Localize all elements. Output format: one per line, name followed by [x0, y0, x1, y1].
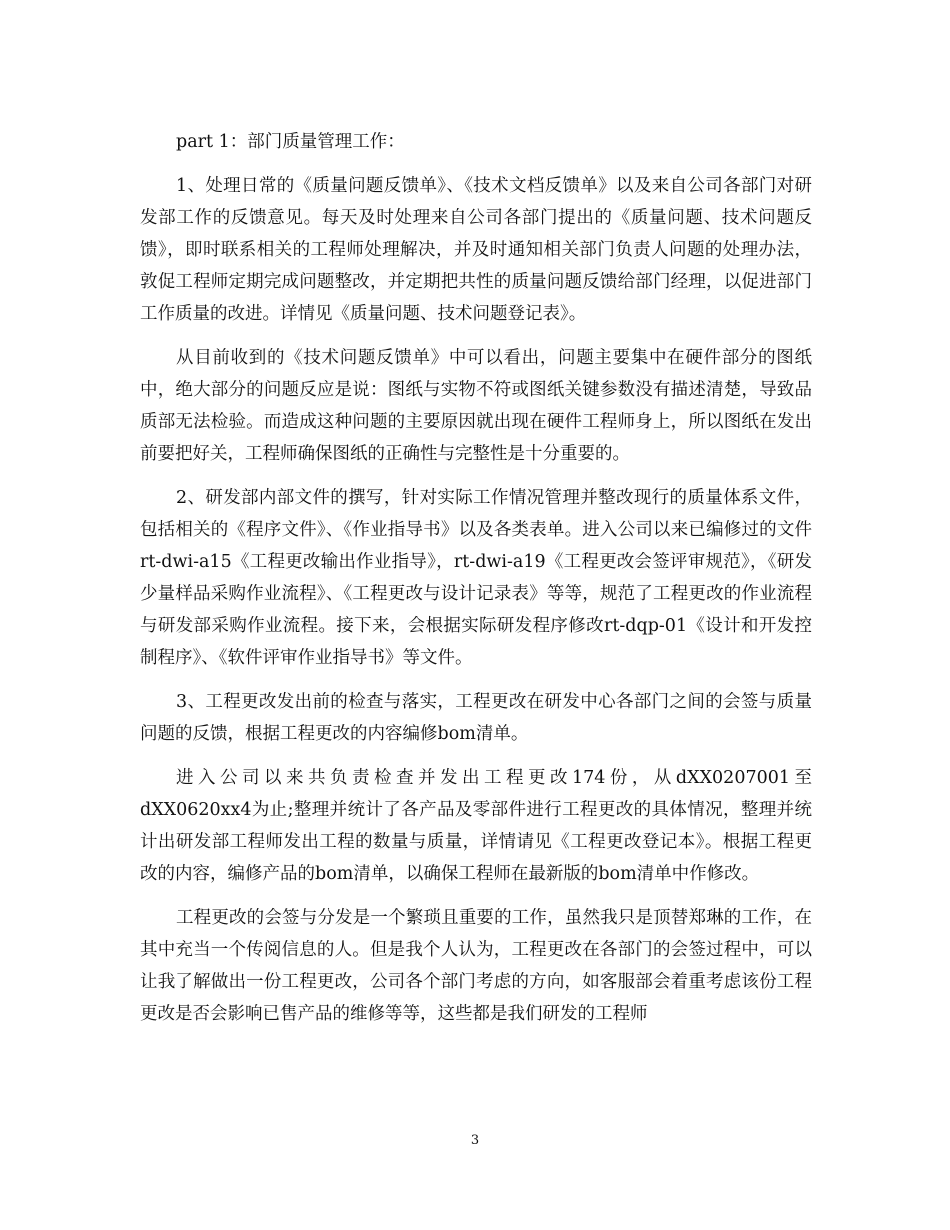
paragraph-tech-feedback: 从目前收到的《技术问题反馈单》中可以看出，问题主要集中在硬件部分的图纸中，绝大部分的问题反应是说：图纸与实物不符或图纸关键参数没有描述清楚，导致品质部无法检验。而造成这种问题的主要原因就出现在硬件工程师身上，所以图纸在发出前要把好关，工程师确保图纸的正确性与完整性是十分重要的。 — [140, 348, 812, 464]
paragraph-eco-count: 进入公司以来共负责检查并发出工程更改174份，从dXX0207001至dXX0620xx4为止;整理并统计了各产品及零部件进行工程更改的具体情况，整理并统计出研发部工程师发出工程的数量与质量，详情请见《工程更改登记本》。根据工程更改的内容，编修产品的bom清单，以确保工程师在最新版的bom清单中作修改。 — [140, 768, 812, 884]
paragraph-section-title: part 1：部门质量管理工作： — [176, 132, 405, 152]
paragraph-eco-signoff: 工程更改的会签与分发是一个繁琐且重要的工作，虽然我只是顶替郑琳的工作，在其中充当一个传阅信息的人。但是我个人认为，工程更改在各部门的会签过程中，可以让我了解做出一份工程更改，公司各个部门考虑的方向，如客服部会着重考虑该份工程更改是否会影响已售产品的维修等等，这些都是我们研发的工程师 — [140, 908, 812, 1024]
paragraph-item-2: 2、研发部内部文件的撰写，针对实际工作情况管理并整改现行的质量体系文件，包括相关的《程序文件》、《作业指导书》以及各类表单。进入公司以来已编修过的文件rt-dwi-a15《工程更改输出作业指导》，rt-dwi-a19《工程更改会签评审规范》，《研发少量样品采购作业流程》、《工程更改与设计记录表》等等，规范了工程更改的作业流程与研发部采购作业流程。接下来，会根据实际研发程序修改rt-dqp-01《设计和开发控制程序》、《软件评审作业指导书》等文件。 — [140, 488, 812, 668]
document-body — [140, 126, 812, 1042]
page-number: 3 — [470, 1133, 480, 1148]
paragraph-item-1: 1、处理日常的《质量问题反馈单》、《技术文档反馈单》以及来自公司各部门对研发部工作的反馈意见。每天及时处理来自公司各部门提出的《质量问题、技术问题反馈》，即时联系相关的工程师处理解决，并及时通知相关部门负责人问题的处理办法，敦促工程师定期完成问题整改，并定期把共性的质量问题反馈给部门经理，以促进部门工作质量的改进。详情见《质量问题、技术问题登记表》。 — [140, 176, 812, 324]
paragraph-item-3: 3、工程更改发出前的检查与落实，工程更改在研发中心各部门之间的会签与质量问题的反馈，根据工程更改的内容编修bom清单。 — [140, 692, 812, 744]
